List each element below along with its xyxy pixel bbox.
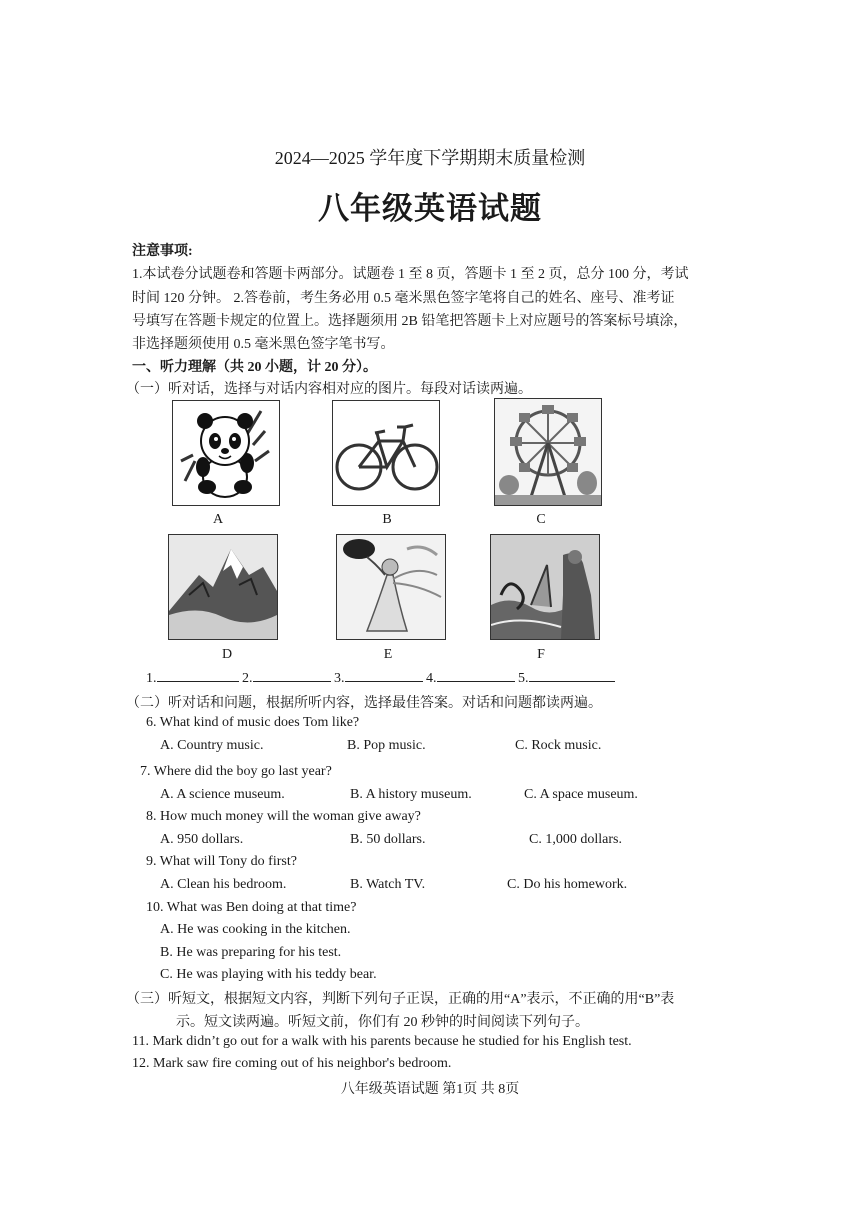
notice-line: 非选择题须使用 0.5 毫米黑色签字笔书写。 <box>132 337 395 352</box>
statement-12: 12. Mark saw fire coming out of his neighbor's bedroom. <box>132 1056 452 1071</box>
notice-heading: 注意事项: <box>132 244 193 259</box>
option-b: B. He was preparing for his test. <box>160 945 342 960</box>
sea-monster-illustration <box>490 534 600 640</box>
option-a: A. He was cooking in the kitchen. <box>160 922 351 937</box>
answer-blank-5[interactable] <box>529 669 615 682</box>
answer-blank-3[interactable] <box>345 669 423 682</box>
option-c: C. 1,000 dollars. <box>529 832 622 847</box>
option-c: C. A space museum. <box>524 787 638 802</box>
section-heading: 一、听力理解（共 20 小题，计 20 分）。 <box>132 360 377 375</box>
option-c: C. Rock music. <box>515 738 602 753</box>
option-a: A. 950 dollars. <box>160 832 244 847</box>
picture-label-e: E <box>383 647 393 662</box>
answer-blank-2[interactable] <box>253 669 331 682</box>
part3-instruction-line1: （三）听短文，根据短文内容，判断下列句子正误，正确的用“A”表示，不正确的用“B”表 <box>126 992 675 1007</box>
answer-blank-4[interactable] <box>437 669 515 682</box>
option-c: C. Do his homework. <box>507 877 628 892</box>
picture-label-a: A <box>212 512 224 527</box>
option-a: A. Clean his bedroom. <box>160 877 287 892</box>
option-b: B. Watch TV. <box>350 877 426 892</box>
blank-label: 4. <box>426 671 437 686</box>
picture-label-c: C <box>536 512 546 527</box>
answer-blanks-row <box>146 669 615 687</box>
option-b: B. Pop music. <box>347 738 426 753</box>
notice-line: 1.本试卷分试题卷和答题卡两部分。试题卷 1 至 8 页，答题卡 1 至 2 页，总分 100 分，考试 <box>132 267 689 282</box>
panda-icon <box>172 400 280 506</box>
page-footer: 八年级英语试题 第1页 共 8页 <box>340 1082 520 1097</box>
answer-blank-1[interactable] <box>157 669 239 682</box>
option-b: B. 50 dollars. <box>350 832 426 847</box>
notice-line: 号填写在答题卡规定的位置上。选择题须用 2B 铅笔把答题卡上对应题号的答案标号填涂， <box>132 314 688 329</box>
question-9: 9. What will Tony do first? <box>146 854 297 869</box>
blank-label: 1. <box>146 671 157 686</box>
exam-title: 八年级英语试题 <box>318 191 542 226</box>
picture-label-f: F <box>537 647 545 662</box>
picture-label-b: B <box>382 512 392 527</box>
option-a: A. A science museum. <box>160 787 285 802</box>
picture-label-d: D <box>221 647 233 662</box>
part3-instruction-line2: 示。短文读两遍。听短文前，你们有 20 秒钟的时间阅读下列句子。 <box>176 1015 589 1030</box>
statement-11: 11. Mark didn’t go out for a walk with his parents because he studied for his English test. <box>132 1034 632 1049</box>
fairy-tale-illustration <box>336 534 446 640</box>
option-a: A. Country music. <box>160 738 264 753</box>
exam-subtitle: 2024—2025 学年度下学期期末质量检测 <box>274 148 586 168</box>
question-10: 10. What was Ben doing at that time? <box>146 900 357 915</box>
ferris-wheel-icon <box>494 398 602 506</box>
mountain-icon <box>168 534 278 640</box>
question-8: 8. How much money will the woman give away? <box>146 809 421 824</box>
option-b: B. A history museum. <box>350 787 472 802</box>
part2-instruction: （二）听对话和问题，根据所听内容，选择最佳答案。对话和问题都读两遍。 <box>126 696 602 711</box>
blank-label: 5. <box>518 671 529 686</box>
notice-line: 时间 120 分钟。 2.答卷前，考生务必用 0.5 毫米黑色签字笔将自己的姓名、座号、准考证 <box>132 291 675 306</box>
option-c: C. He was playing with his teddy bear. <box>160 967 377 982</box>
question-7: 7. Where did the boy go last year? <box>140 764 332 779</box>
blank-label: 2. <box>242 671 253 686</box>
question-6: 6. What kind of music does Tom like? <box>146 715 360 730</box>
part1-instruction: （一）听对话，选择与对话内容相对应的图片。每段对话读两遍。 <box>126 382 532 397</box>
bicycle-icon <box>332 400 440 506</box>
blank-label: 3. <box>334 671 345 686</box>
